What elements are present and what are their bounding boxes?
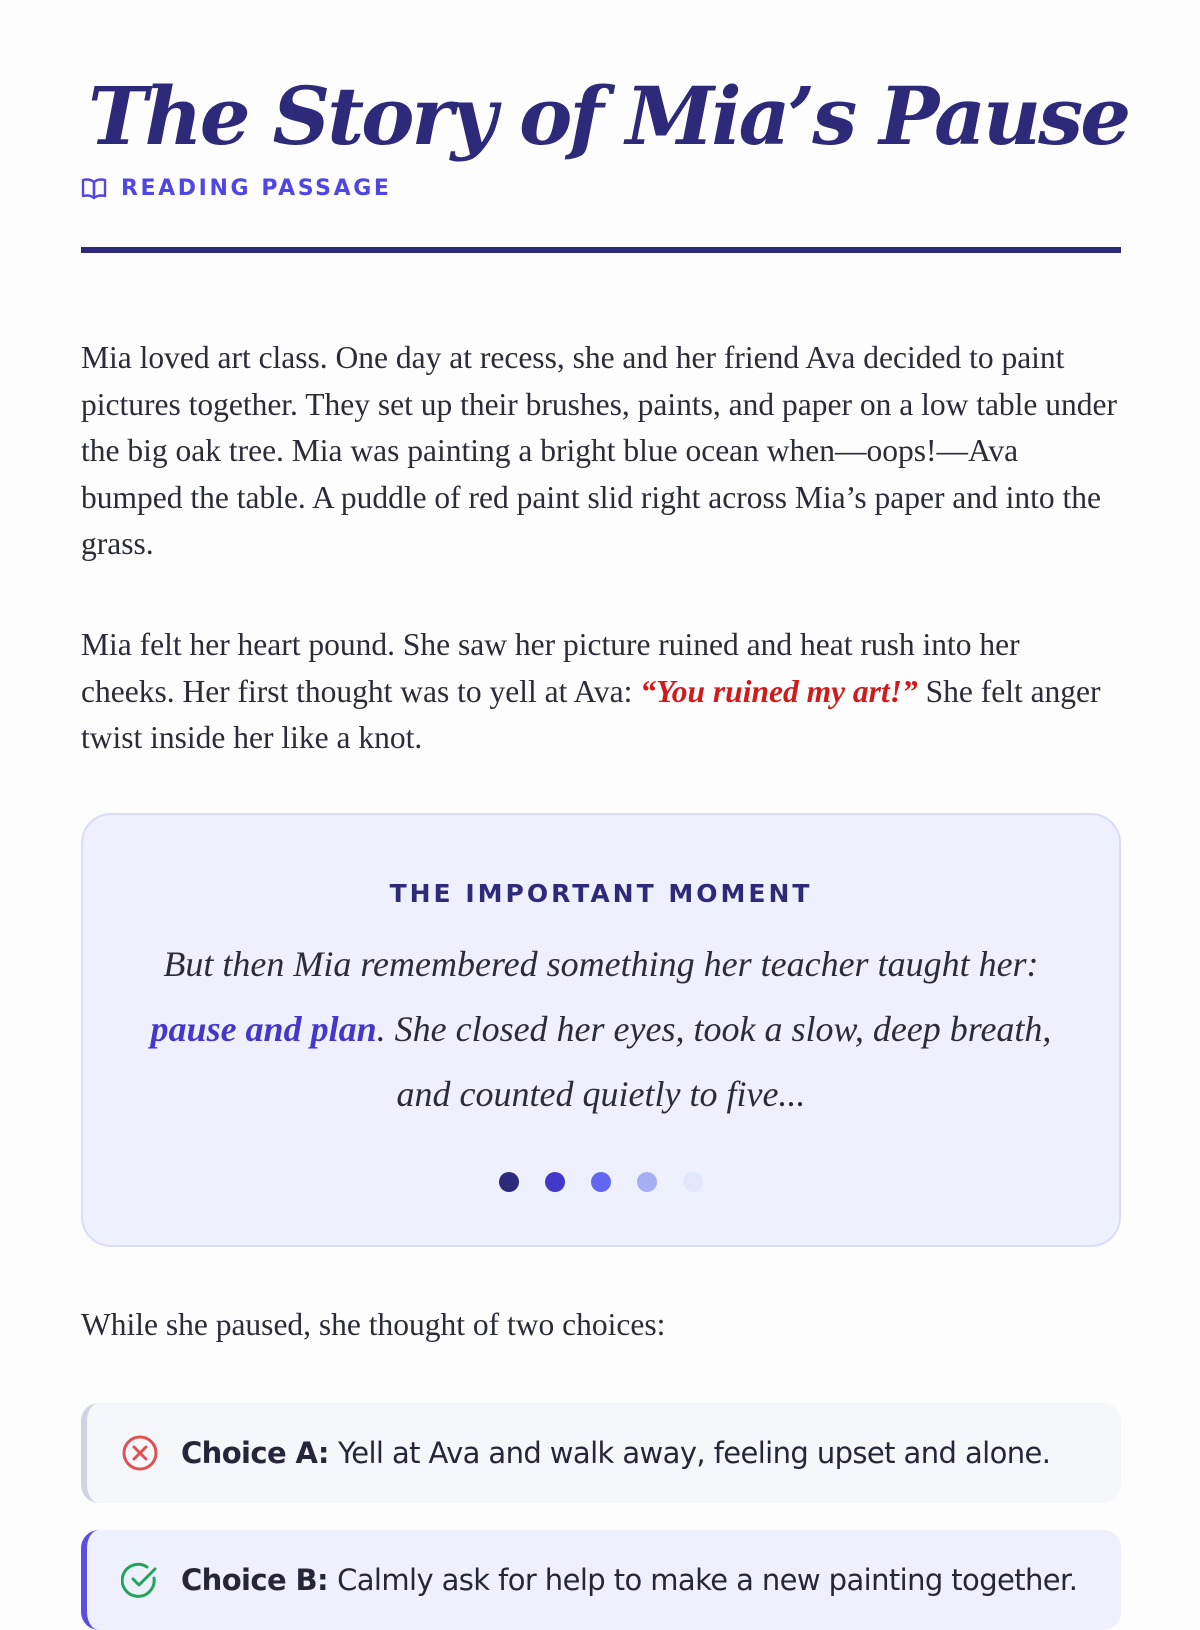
passage-label bbox=[81, 176, 392, 201]
paragraph-2-text-end: She felt anger twist inside her like a knot. bbox=[81, 673, 1101, 755]
title-divider bbox=[81, 247, 1121, 253]
choice-a-label: Choice A: bbox=[181, 1436, 329, 1470]
choice-b-card bbox=[81, 1530, 1121, 1630]
paragraph-2 bbox=[81, 622, 1121, 762]
check-circle-icon bbox=[121, 1561, 159, 1599]
x-circle-icon bbox=[121, 1434, 159, 1472]
choice-b-text: Calmly ask for help to make a new painting together. bbox=[337, 1563, 1078, 1597]
important-moment-title: THE IMPORTANT MOMENT bbox=[389, 879, 813, 908]
choice-a-card bbox=[81, 1403, 1121, 1503]
count-dot bbox=[499, 1172, 519, 1192]
count-dot bbox=[545, 1172, 565, 1192]
pause-and-plan-highlight: pause and plan bbox=[150, 1009, 377, 1049]
paragraph-2-text: Mia felt her heart pound. She saw her picture ruined and heat rush into her cheeks. Her first thought was to yell at Ava: bbox=[81, 627, 1020, 709]
paragraph-1: Mia loved art class. One day at recess, she and her friend Ava decided to paint pictures together. They set up their brushes, paints, and paper on a low table under the big oak tree. Mia was painting a bright blue ocean when—oops!—Ava bumped the table. A puddle of red paint slid right across Mia’s paper and into the grass. bbox=[81, 340, 1118, 561]
book-icon bbox=[81, 177, 107, 201]
moment-text-start: But then Mia remembered something her teacher taught her: bbox=[163, 944, 1039, 984]
choice-a-text: Yell at Ava and walk away, feeling upset and alone. bbox=[337, 1436, 1051, 1470]
passage-label-text: READING PASSAGE bbox=[121, 176, 392, 201]
count-dot bbox=[637, 1172, 657, 1192]
breath-count-dots bbox=[83, 1172, 1119, 1192]
choice-b-label: Choice B: bbox=[181, 1563, 329, 1597]
page-title: The Story of Mia’s Pause bbox=[88, 69, 1129, 163]
paragraph-3: While she paused, she thought of two choices: bbox=[81, 1307, 666, 1342]
important-moment-text bbox=[143, 932, 1059, 1127]
count-dot bbox=[683, 1172, 703, 1192]
angry-quote: “You ruined my art!” bbox=[640, 673, 918, 709]
important-moment-panel bbox=[81, 813, 1121, 1247]
moment-text-end: . She closed her eyes, took a slow, deep breath, and counted quietly to five... bbox=[376, 1009, 1052, 1114]
count-dot bbox=[591, 1172, 611, 1192]
